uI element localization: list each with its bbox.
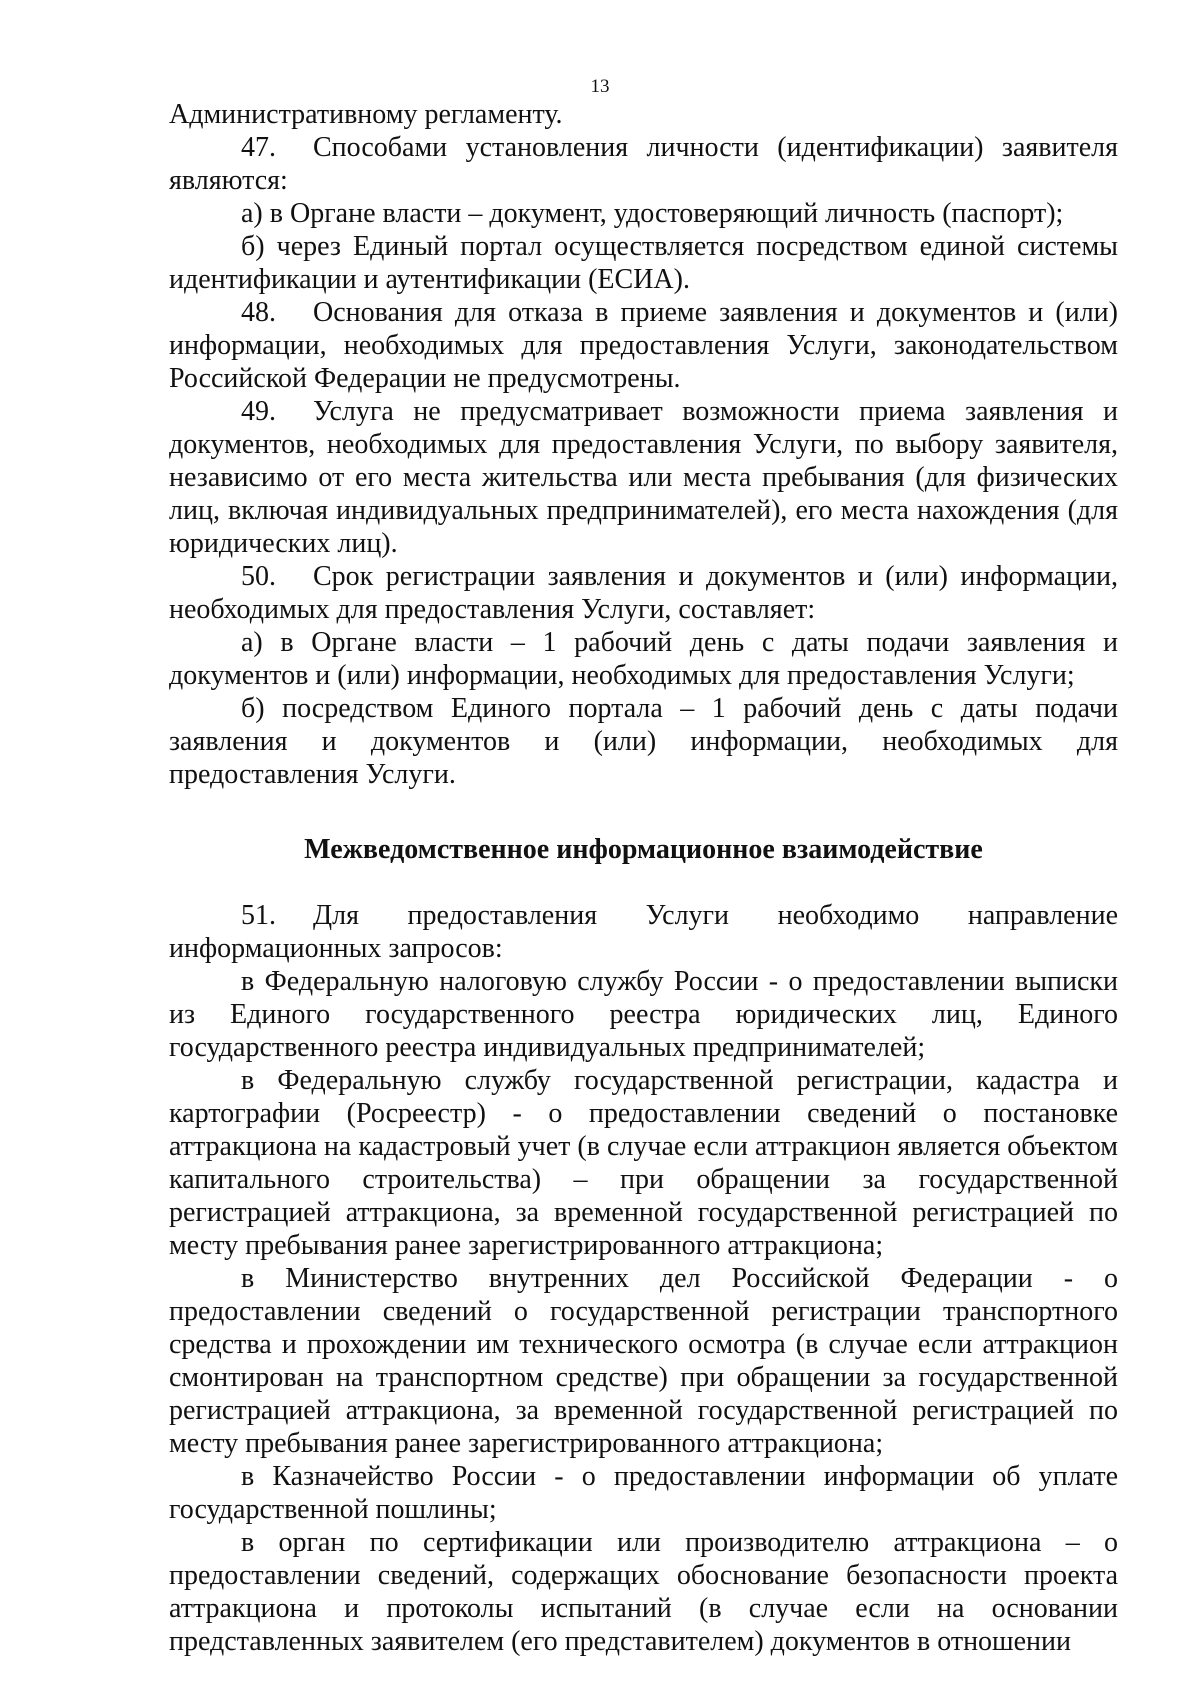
paragraph-48 <box>169 296 1118 395</box>
document-body <box>169 98 1118 1658</box>
paragraph-text: Административному регламенту. <box>169 99 563 130</box>
paragraph-text: в орган по сертификации или производителю аттракциона – о предоставлении сведений, содержащих обоснование безопасности проекта аттракциона и протоколы испытаний (в случае если на основании представленных заявителем (его представителем) документов в отношении <box>169 1527 1118 1657</box>
paragraph-text: б) через Единый портал осуществляется посредством единой системы идентификации и аутентификации (ЕСИА). <box>169 231 1118 295</box>
paragraph-51 <box>169 899 1118 965</box>
paragraph-text: Для предоставления Услуги необходимо направление информационных запросов: <box>169 900 1118 964</box>
paragraph-text: Срок регистрации заявления и документов и (или) информации, необходимых для предоставления Услуги, составляет: <box>169 561 1118 625</box>
paragraph-text: Услуга не предусматривает возможности приема заявления и документов, необходимых для предоставления Услуги, по выбору заявителя, независимо от его места жительства или места пребывания (для физических лиц, включая индивидуальных предпринимателей), его места нахождения (для юридических лиц). <box>169 396 1118 559</box>
paragraph-text: в Федеральную налоговую службу России - о предоставлении выписки из Единого государственного реестра юридических лиц, Единого государственного реестра индивидуальных предпринимателей; <box>169 966 1118 1063</box>
paragraph-text: б) посредством Единого портала – 1 рабочий день с даты подачи заявления и документов и (или) информации, необходимых для предоставления Услуги. <box>169 693 1118 790</box>
paragraph-49 <box>169 395 1118 560</box>
page-number: 13 <box>590 76 610 97</box>
paragraph-text: в Казначейство России - о предоставлении информации об уплате государственной пошлины; <box>169 1461 1118 1525</box>
request-item-rosreestr <box>169 1064 1118 1262</box>
paragraph-number: 49. <box>241 396 276 427</box>
request-item-fns <box>169 965 1118 1064</box>
paragraph-number: 48. <box>241 297 276 328</box>
subitem-a-47 <box>169 197 1118 230</box>
paragraph-text: в Министерство внутренних дел Российской Федерации - о предоставлении сведений о государственной регистрации транспортного средства и прохождении им технического осмотра (в случае если аттракцион смонтирован на транспортном средстве) при обращении за государственной регистрацией аттракциона, за временной государственной регистрацией по месту пребывания ранее зарегистрированного аттракциона; <box>169 1263 1118 1459</box>
subitem-b-47 <box>169 230 1118 296</box>
paragraph-47 <box>169 131 1118 197</box>
request-item-treasury <box>169 1460 1118 1526</box>
paragraph-text: а) в Органе власти – 1 рабочий день с даты подачи заявления и документов и (или) информации, необходимых для предоставления Услуги; <box>169 627 1118 691</box>
paragraph-number: 47. <box>241 132 276 163</box>
paragraph-continuation <box>169 98 1118 131</box>
paragraph-number: 51. <box>241 900 276 931</box>
paragraph-text: а) в Органе власти – документ, удостоверяющий личность (паспорт); <box>241 198 1064 229</box>
paragraph-text: в Федеральную службу государственной регистрации, кадастра и картографии (Росреестр) - о предоставлении сведений о постановке аттракциона на кадастровый учет (в случае если аттракцион является объектом капитального строительства) – при обращении за государственной регистрацией аттракциона, за временной государственной регистрацией по месту пребывания ранее зарегистрированного аттракциона; <box>169 1065 1118 1261</box>
paragraph-text: Основания для отказа в приеме заявления и документов и (или) информации, необходимых для предоставления Услуги, законодательством Российской Федерации не предусмотрены. <box>169 297 1118 394</box>
subitem-b-50 <box>169 692 1118 791</box>
section-heading: Межведомственное информационное взаимодействие <box>304 834 983 865</box>
request-item-certification <box>169 1526 1118 1658</box>
subitem-a-50 <box>169 626 1118 692</box>
paragraph-50 <box>169 560 1118 626</box>
paragraph-text: Способами установления личности (идентификации) заявителя являются: <box>169 132 1118 196</box>
paragraph-number: 50. <box>241 561 276 592</box>
request-item-mvd <box>169 1262 1118 1460</box>
